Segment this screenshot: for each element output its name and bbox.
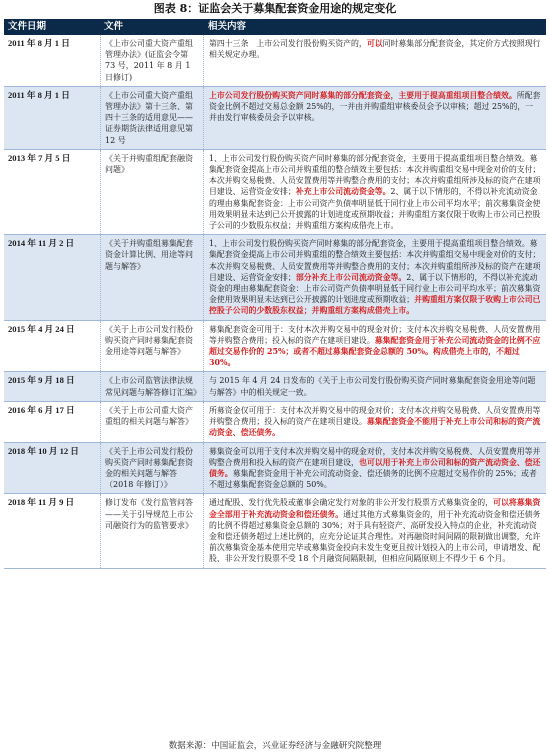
row-content <box>204 35 546 86</box>
content-text: 通过其他方式募集资金的，用于补充流动资金和偿还债务的比例不得超过募集资金总额的 30%；对于具有轻资产、高研发投入特点的企业，补充流动资金和偿还债务超过上述比例的，应充分论证其合理性。对再融资时间间隔的限制做出调整，允许前次募集资金基本使用完毕或募集资金投向未发生变更且按计划投入的上市公司，申请增发、配股、非公开发行股票不受 18 个月融资间隔限制，但相应间隔原则上不得少于 6 个月。 <box>209 509 541 564</box>
content-text: 所配套资金比例不超过交易总金额 25%的，一并由并购重组审核委员会予以审核；超过 25%的，一并由发行审核委员会予以审核。 <box>209 90 541 123</box>
content-text: 与 2015 年 4 月 24 日发布的《关于上市公司发行股份购买资产同时募集配套资金用途等问题与解答》中的相关规定一致。 <box>209 376 536 397</box>
row-document: 《关于并购重组募集配套资金计算比例、用途等问题与解答》 <box>100 235 204 319</box>
content-text: 第四十三条 上市公司发行股份购买资产的， <box>209 39 367 48</box>
row-date: 2018 年 11 月 9 日 <box>8 497 75 508</box>
row-date: 2018 年 10 月 12 日 <box>8 445 79 456</box>
row-date: 2014 年 11 月 2 日 <box>8 238 75 249</box>
content-text: 2、属于以下情形的，不得以补充流动资金的理由募集配套资金：上市公司资产负债率明显低于同行业上市公司平均水平；前次募集资金使用效果明显未达到已公开披露的计划进度或预期收益； <box>209 272 541 305</box>
figure-title: 图表 8：证监会关于募集配套资金用途的规定变化 <box>153 2 397 15</box>
row-document: 《上市公司重大资产重组管理办法》(证监会令第 73 号，2011 年 8 月 1 日修订) <box>100 35 204 86</box>
row-date: 2015 年 4 月 24 日 <box>8 323 75 334</box>
table-row <box>4 35 546 87</box>
highlighted-text: 募集配套资金用于补充公司流动资金的比例不应超过交易作价的 25%；或者不超过募集配套资金总额的 50%。构成借壳上市的，不超过 30%。 <box>209 335 541 368</box>
row-content <box>204 150 546 234</box>
row-date: 2016 年 6 月 17 日 <box>8 404 75 415</box>
highlighted-text: 可以将募集资金全部用于补充流动资金和偿还债务。 <box>209 498 541 519</box>
highlighted-text: 补充上市公司流动资金等。 <box>295 187 391 197</box>
row-content <box>204 87 546 149</box>
row-content <box>204 494 546 567</box>
row-content <box>204 372 546 400</box>
row-content <box>204 235 546 319</box>
row-date: 2015 年 9 月 18 日 <box>8 375 75 386</box>
content-text: 募集配套资金用于补充公司流动资金、偿还债务的比例不应超过交易作价的 25%；或者不超过募集配套资金总额的 50%。 <box>209 468 537 490</box>
content-text: 通过配股、发行优先股或董事会确定发行对象的非公开发行股票方式募集资金的， <box>209 498 494 508</box>
table-row <box>4 372 546 401</box>
table-header <box>4 19 546 35</box>
table-row <box>4 150 546 235</box>
table-row <box>4 321 546 373</box>
highlighted-text: 并购重组方案仅限于收购上市公司已控股子公司的少数股东权益；并购重组方案构成借壳上市。 <box>209 295 541 316</box>
content-text: 同时募集部分配套资金，其定价方式按照现行相关规定办理。 <box>209 39 541 60</box>
row-document: 《上市公司重大资产重组管理办法》第十三条、第四十三条的适用意见——证券期货法律适用意见第 12 号 <box>100 87 204 149</box>
row-date: 2011 年 8 月 1 日 <box>8 38 70 48</box>
source-note: 数据来源：中国证监会，兴业证券经济与金融研究院整理 <box>168 741 382 751</box>
header-date: 文件日期 <box>8 21 47 32</box>
content-text: 2、属于以下情形的，不得以补充流动资金的理由募集配套资金：上市公司资产负债率明显低于同行业上市公司平均水平；前次募集资金使用效果明显未达到已公开披露的计划进度或预期收益；并购重组方案仅限于收购上市公司已控股子公司的少数股东权益；并购重组方案构成借壳上市。 <box>209 187 541 231</box>
row-document: 修订发布《发行监管问答——关于引导规范上市公司融资行为的监管要求》 <box>100 494 204 567</box>
highlighted-text: 部分补充上市公司流动资金等。 <box>295 272 407 282</box>
row-document: 《关于上市公司重大资产重组的相关问题与解答》 <box>100 402 204 442</box>
row-document: 《关于并购重组配套融资问题》 <box>100 150 204 234</box>
content-text: 1、上市公司发行股份购买资产同时募集的部分配套资金，主要用于提高重组项目整合绩效。募集配套资金提高上市公司并购重组的整合绩效主要包括：本次并购重组交易中现金对价的支付；本次并购交易税费、人员安置费用等并购整合费用的支付；本次并购重组所涉及标的资产在建项目建设、运营资金安排； <box>209 239 541 282</box>
row-date: 2013 年 7 月 5 日 <box>8 152 71 163</box>
highlighted-text: 也可以用于补充上市公司和标的资产流动资金、偿还债务。 <box>209 457 541 478</box>
header-content: 相关内容 <box>208 21 247 32</box>
row-content <box>204 402 546 442</box>
row-document: 《关于上市公司发行股份购买资产同时募集配套资金用途等问题与解答》 <box>100 321 204 372</box>
content-text: 1、上市公司发行股份购买资产同时募集的部分配套资金，主要用于提高重组项目整合绩效。募集配套资金提高上市公司并购重组的整合绩效主要包括：本次并购重组交易中现金对价的支付；本次并购交易税费、人员安置费用等并购整合费用的支付；本次并购重组所涉及标的资产在建项目建设、运营资金安排； <box>209 153 541 197</box>
table-row <box>4 235 546 320</box>
row-date: 2011 年 8 月 1 日 <box>8 89 70 100</box>
highlighted-text: 可以 <box>366 39 383 48</box>
row-document: 《关于上市公司发行股份购买资产同时募集配套资金的相关问题与解答（2018 年修订）》 <box>100 443 204 494</box>
table-row <box>4 443 546 495</box>
content-text: 募集配套资金可用于：支付本次并购交易中的现金对价；支付本次并购交易税费、人员安置费用等并购整合费用；投入标的资产在建项目建设。 <box>209 324 541 345</box>
row-document: 《上市公司监管法律法规常见问题与解答修订汇编》 <box>100 372 204 400</box>
highlighted-text: 上市公司发行股份购买资产同时募集的部分配套资金，主要用于提高重组项目整合绩效。 <box>209 90 517 100</box>
header-doc: 文件 <box>104 21 124 32</box>
row-content <box>204 321 546 372</box>
regulation-table <box>4 19 546 569</box>
table-row <box>4 402 546 443</box>
table-row <box>4 87 546 150</box>
content-text: 募集资金可以用于支付本次并购交易中的现金对价，支付本次并购交易税费、人员安置费用等并购整合费用和投入标的资产在建项目建设， <box>209 446 541 467</box>
table-body <box>4 35 546 569</box>
table-row <box>4 494 546 568</box>
highlighted-text: 募集配套资金不能用于补充上市公司和标的资产流动资金、偿还债务。 <box>209 417 541 438</box>
row-content <box>204 443 546 494</box>
content-text: 所募资金仅可用于：支付本次并购交易中的现金对价；支付本次并购交易税费、人员安置费用等并购整合费用；投入标的资产在建项目建设。 <box>209 405 541 427</box>
